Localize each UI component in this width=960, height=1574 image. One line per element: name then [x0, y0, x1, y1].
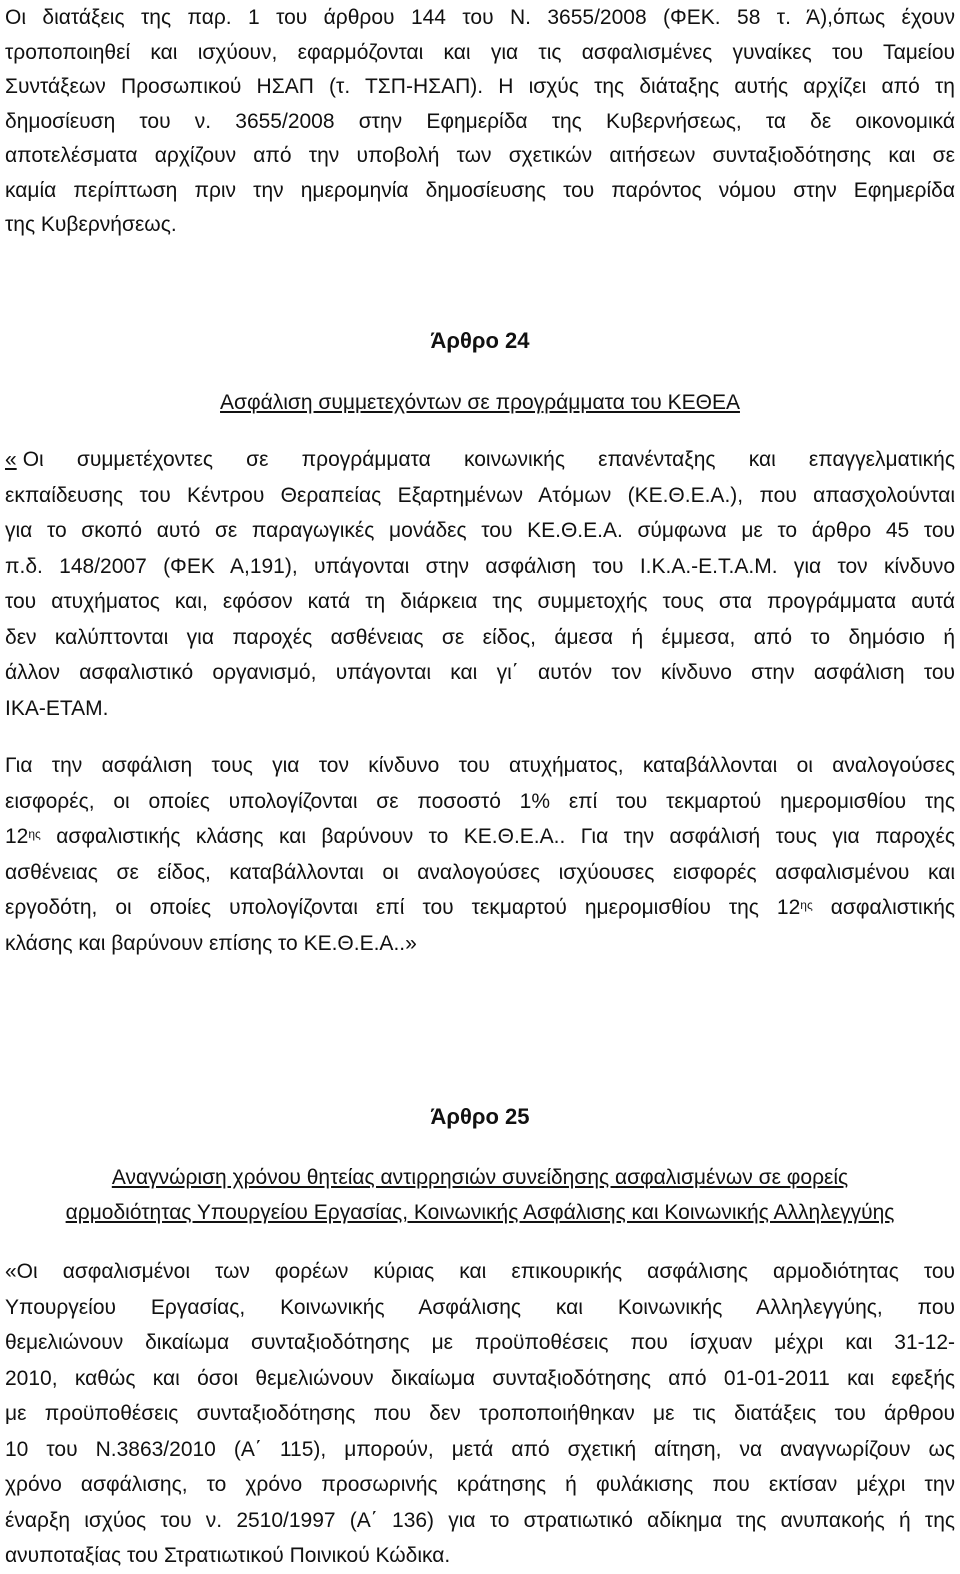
paragraph-line: «Οι ασφαλισμένοι των φορέων κύριας και επικουρικής ασφάλισης αρμοδιότητας του — [5, 1260, 955, 1283]
intro-line: αποτελέσματα αρχίζουν από την υποβολή των σχετικών αιτήσεων συνταξιοδότησης και σε — [5, 144, 955, 167]
paragraph-line: με προϋποθέσεις συνταξιοδότησης που δεν τροποποιήθηκαν με τις διατάξεις του άρθρου — [5, 1402, 955, 1425]
paragraph-line: δεν καλύπτονται για παροχές ασθένειας σε είδος, άμεσα ή έμμεσα, από το δημόσιο ή — [5, 625, 955, 649]
paragraph-line: έναρξη ισχύος του ν. 2510/1997 (Α΄ 136) για το στρατιωτικό αδίκημα της ανυπακοής ή της — [5, 1508, 955, 1532]
paragraph-line: θεμελιώνουν δικαίωμα συνταξιοδότησης με προϋποθέσεις που ίσχυαν μέχρι και 31-12- — [5, 1331, 955, 1354]
article-25-subtitle — [5, 1160, 955, 1230]
paragraph-line: ανυποταξίας του Στρατιωτικού Ποινικού Κώδικα. — [5, 1544, 451, 1567]
paragraph-line: π.δ. 148/2007 (ΦΕΚ Α,191), υπάγονται στην ασφάλιση του Ι.Κ.Α.-Ε.Τ.Α.Μ. για τον κίνδυνο — [5, 554, 955, 578]
intro-line: Συντάξεων Προσωπικού ΗΣΑΠ (τ. ΤΣΠ-ΗΣΑΠ). Η ισχύς της διάταξης αυτής αρχίζει από τη — [5, 75, 955, 98]
paragraph-line: 2010, καθώς και όσοι θεμελιώνουν δικαίωμα συνταξιοδότησης από 01-01-2011 και εφεξής — [5, 1366, 955, 1390]
paragraph-line — [5, 890, 955, 926]
superscript: ης — [800, 898, 813, 912]
article-24-subtitle: Ασφάλιση συμμετεχόντων σε προγράμματα του ΚΕΘΕΑ — [220, 391, 740, 414]
paragraph-text: ασφαλιστικής — [812, 896, 955, 919]
superscript: ης — [28, 827, 41, 841]
intro-line: καμία περίπτωση πριν την ημερομηνία δημοσίευσης του παρόντος νόμου στην Εφημερίδα — [5, 178, 955, 202]
paragraph-line: 10 του Ν.3863/2010 (Α΄ 115), μπορούν, μετά από σχετική αίτηση, να αναγνωρίζουν ως — [5, 1437, 955, 1461]
paragraph-line: άλλον ασφαλιστικό οργανισμό, υπάγονται και γι΄ αυτόν τον κίνδυνο στην ασφάλιση του — [5, 661, 955, 684]
paragraph-line: εκπαίδευσης του Κέντρου Θεραπείας Εξαρτημένων Ατόμων (ΚΕ.Θ.Ε.Α.), που απασχολούνται — [5, 483, 955, 507]
subtitle-line: αρμοδιότητας Υπουργείου Εργασίας, Κοινωνικής Ασφάλισης και Κοινωνικής Αλληλεγγύης — [65, 1201, 895, 1224]
paragraph-line: για το σκοπό αυτό σε παραγωγικές μονάδες του ΚΕ.Θ.Ε.Α. σύμφωνα με το άρθρο 45 του — [5, 519, 955, 542]
intro-paragraph — [5, 0, 955, 243]
quote-marker: « — [5, 448, 17, 471]
paragraph-text: ασφαλιστικής κλάσης και βαρύνουν το ΚΕ.Θ.Ε.Α.. Για την ασφάλισή τους για παροχές — [40, 825, 955, 848]
article-24-paragraph-2 — [5, 748, 955, 961]
paragraph-line: κλάσης και βαρύνουν επίσης το ΚΕ.Θ.Ε.Α..» — [5, 931, 417, 955]
paragraph-line: Για την ασφάλιση τους για τον κίνδυνο του ατυχήματος, καταβάλλονται οι αναλογούσες — [5, 754, 955, 777]
paragraph-line: Υπουργείου Εργασίας, Κοινωνικής Ασφάλισης και Κοινωνικής Αλληλεγγύης, που — [5, 1295, 955, 1319]
paragraph-line: χρόνο ασφάλισης, το χρόνο προσωρινής κράτησης ή φυλάκισης που εκτίσαν μέχρι την — [5, 1473, 955, 1496]
intro-line: δημοσίευση του ν. 3655/2008 στην Εφημερίδα της Κυβερνήσεως, τα δε οικονομικά — [5, 109, 955, 133]
paragraph-line: του ατυχήματος και, εφόσον κατά τη διάρκεια της συμμετοχής τους στα προγράμματα αυτά — [5, 590, 955, 613]
article-25-title: Άρθρο 25 — [430, 1104, 530, 1129]
subtitle-line: Αναγνώριση χρόνου θητείας αντιρρησιών συνείδησης ασφαλισμένων σε φορείς — [111, 1166, 849, 1189]
paragraph-text: Οι συμμετέχοντες σε προγράμματα κοινωνικής επανένταξης και επαγγελματικής — [22, 448, 955, 471]
superscript-base: 12 — [5, 825, 29, 848]
article-25-paragraph — [5, 1254, 955, 1574]
intro-line: τροποποιηθεί και ισχύουν, εφαρμόζονται και για τις ασφαλισμένες γυναίκες του Ταμείου — [5, 40, 955, 64]
intro-line: της Κυβερνήσεως. — [5, 213, 177, 236]
paragraph-line: εισφορές, οι οποίες υπολογίζονται σε ποσοστό 1% επί του τεκμαρτού ημερομισθίου της — [5, 789, 955, 813]
intro-line: Οι διατάξεις της παρ. 1 του άρθρου 144 του Ν. 3655/2008 (ΦΕΚ. 58 τ. Ά),όπως έχουν — [5, 6, 955, 29]
paragraph-line: ασθένειας σε είδος, καταβάλλονται οι αναλογούσες ισχύουσες εισφορές ασφαλισμένου και — [5, 860, 955, 884]
article-24-title: Άρθρο 24 — [430, 328, 530, 353]
paragraph-line — [5, 442, 955, 478]
paragraph-line: ΙΚΑ-ΕΤΑΜ. — [5, 696, 109, 720]
paragraph-line — [5, 819, 955, 855]
article-24-paragraph-1 — [5, 442, 955, 726]
paragraph-text: εργοδότη, οι οποίες υπολογίζονται επί του τεκμαρτού ημερομισθίου της 12 — [5, 896, 801, 919]
